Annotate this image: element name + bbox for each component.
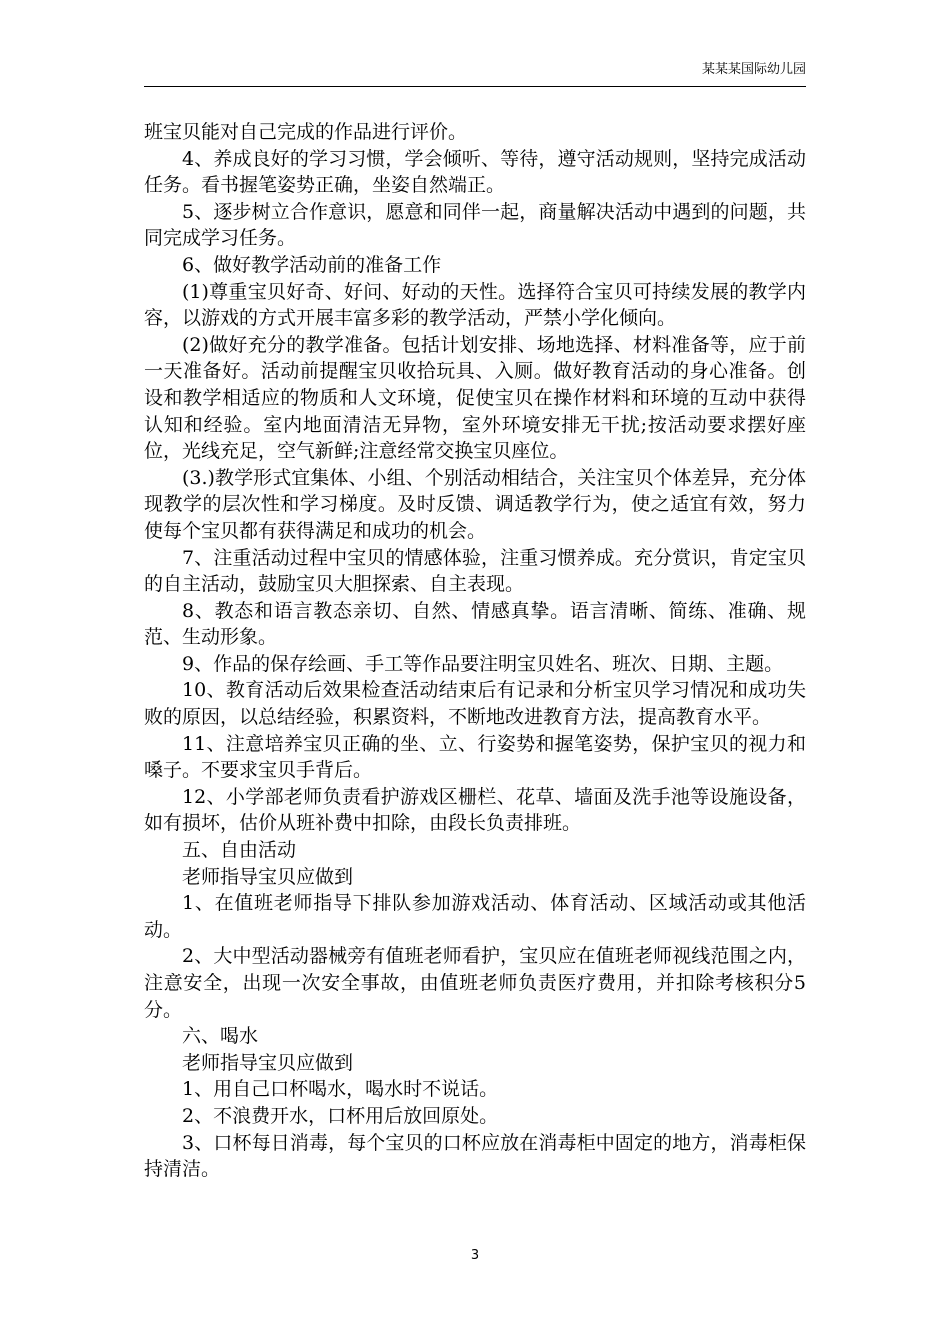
paragraph: (3.)教学形式宜集体、小组、个别活动相结合，关注宝贝个体差异，充分体现教学的层次性和学习梯度。及时反馈、调适教学行为，使之适宜有效，努力使每个宝贝都有获得满足和成功的机会。 [144, 466, 806, 542]
paragraph: 6、做好教学活动前的准备工作 [182, 253, 442, 276]
paragraph: (1)尊重宝贝好奇、好问、好动的天性。选择符合宝贝可持续发展的教学内容，以游戏的方式开展丰富多彩的教学活动，严禁小学化倾向。 [144, 280, 806, 330]
paragraph: 2、大中型活动器械旁有值班老师看护，宝贝应在值班老师视线范围之内，注意安全，出现一次安全事故，由值班老师负责医疗费用，并扣除考核积分5分。 [144, 945, 806, 1021]
paragraph: 4、养成良好的学习习惯，学会倾听、等待，遵守活动规则，坚持完成活动任务。看书握笔姿势正确，坐姿自然端正。 [144, 147, 806, 197]
paragraph: 1、在值班老师指导下排队参加游戏活动、体育活动、区域活动或其他活动。 [144, 892, 806, 941]
page-number: 3 [470, 1248, 480, 1263]
paragraph: 5、逐步树立合作意识，愿意和同伴一起，商量解决活动中遇到的问题，共同完成学习任务。 [144, 200, 806, 250]
paragraph: 7、注重活动过程中宝贝的情感体验，注重习惯养成。充分赏识，肯定宝贝的自主活动，鼓励宝贝大胆探索、自主表现。 [144, 546, 806, 596]
paragraph: 老师指导宝贝应做到 [182, 1051, 354, 1074]
paragraph: 1、用自己口杯喝水，喝水时不说话。 [182, 1078, 499, 1101]
paragraph: 12、小学部老师负责看护游戏区栅栏、花草、墙面及洗手池等设施设备，如有损坏，估价从班补费中扣除，由段长负责排班。 [144, 785, 806, 835]
header-divider [144, 86, 806, 87]
section-heading: 五、自由活动 [182, 839, 297, 862]
paragraph: 11、注意培养宝贝正确的坐、立、行姿势和握笔姿势，保护宝贝的视力和嗓子。不要求宝贝手背后。 [144, 732, 806, 782]
paragraph: 9、作品的保存绘画、手工等作品要注明宝贝姓名、班次、日期、主题。 [182, 652, 784, 675]
paragraph: 班宝贝能对自己完成的作品进行评价。 [144, 121, 468, 143]
paragraph: 8、教态和语言教态亲切、自然、情感真挚。语言清晰、简练、准确、规范、生动形象。 [144, 599, 806, 649]
document-body [144, 119, 806, 1183]
paragraph: (2)做好充分的教学准备。包括计划安排、场地选择、材料准备等，应于前一天准备好。活动前提醒宝贝收拾玩具、入厕。做好教育活动的身心准备。创设和教学相适应的物质和人文环境，促使宝贝在操作材料和环境的互动中获得认知和经验。室内地面清洁无异物，室外环境安排无干扰;按活动要求摆好座位，光线充足，空气新鲜;注意经常交换宝贝座位。 [144, 333, 806, 463]
page-header-org: 某某某国际幼儿园 [701, 62, 806, 77]
paragraph: 3、口杯每日消毒，每个宝贝的口杯应放在消毒柜中固定的地方，消毒柜保持清洁。 [144, 1131, 806, 1181]
paragraph: 10、教育活动后效果检查活动结束后有记录和分析宝贝学习情况和成功失败的原因，以总结经验，积累资料，不断地改进教育方法，提高教育水平。 [144, 679, 806, 729]
section-heading: 六、喝水 [182, 1025, 259, 1048]
paragraph: 老师指导宝贝应做到 [182, 865, 354, 888]
paragraph: 2、不浪费开水，口杯用后放回原处。 [182, 1104, 499, 1127]
